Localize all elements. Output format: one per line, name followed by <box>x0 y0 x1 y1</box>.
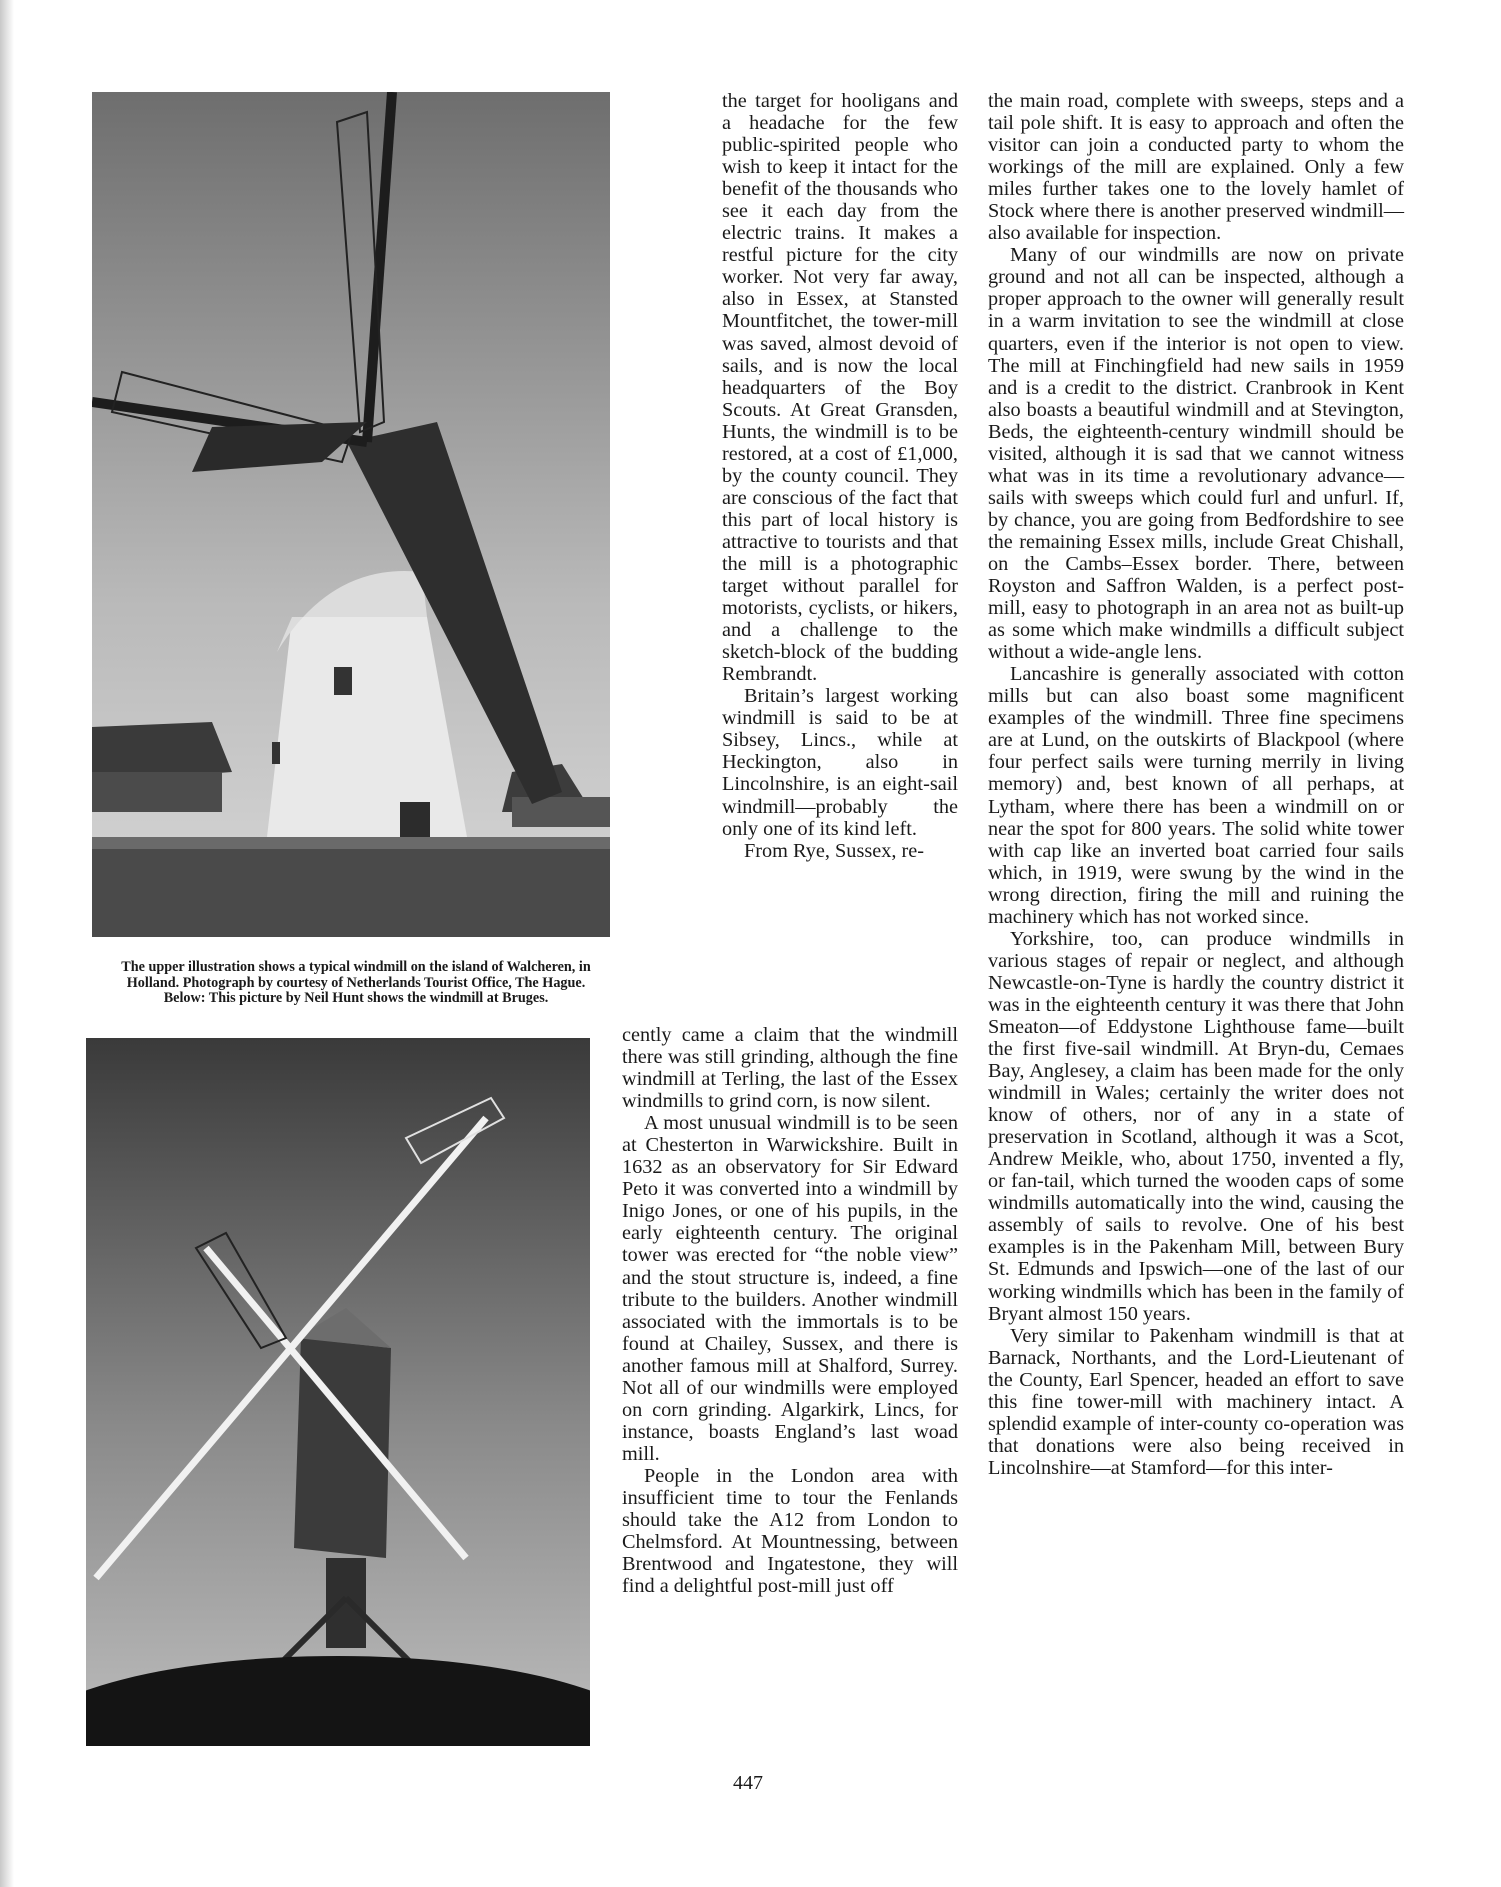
paragraph: People in the London area with insufficient time to tour the Fenlands should take the A12 from London to Chelmsford. At Mountnessing, between Brentwood and Ingatestone, they will find a delightful post-mill just off <box>622 1464 958 1598</box>
photo-caption <box>86 960 626 1007</box>
paragraph: the target for hooligans and a headache for the few public-spirited people who wish to keep it intact for the benefit of the thousands who see it each day from the electric trains. It makes a restful picture for the city worker. Not very far away, also in Essex, at Stansted Mountfitchet, the tower-mill was saved, almost devoid of sails, and is now the local headquarters of the Boy Scouts. At Great Gransden, Hunts, the windmill is to be restored, at a cost of £1,000, by the county council. They are conscious of the fact that this part of local history is attractive to tourists and that the mill is a photographic target without parallel for motorists, cyclists, or hikers, and a challenge to the sketch-block of the budding Rembrandt. <box>722 90 958 686</box>
paragraph: From Rye, Sussex, re- <box>744 839 925 862</box>
paragraph: Lancashire is generally associated with cotton mills but can also boast some magnificent examples of the windmill. Three fine specimens are at Lund, on the outskirts of Blackpool (where four perfect sails were turning merrily in living memory) and, best known of all perhaps, at Lytham, where there has been a windmill on or near the spot for 800 years. The solid white tower with cap like an inverted boat carried four sails which, in 1919, were swung by the wind in the wrong direction, firing the mill and ruining the machinery which has not worked since. <box>988 663 1404 928</box>
paragraph: cently came a claim that the windmill there was still grinding, although the fine windmill at Terling, the last of the Essex windmills to grind corn, is now silent. <box>622 1024 958 1113</box>
column-2-lower <box>622 1024 958 1597</box>
paragraph: the main road, complete with sweeps, steps and a tail pole shift. It is easy to approach and often the visitor can join a conducted party to whom the workings of the mill are explained. Only a few miles further takes one to the lovely hamlet of Stock where there is another preserved windmill—also available for inspection. <box>988 90 1404 245</box>
paragraph: Many of our windmills are now on private ground and not all can be inspected, although a proper approach to the owner will generally result in a warm invitation to see the windmill at close quarters, even if the interior is not open to view. The mill at Finchingfield had new sails in 1959 and is a credit to the district. Cranbrook in Kent also boasts a beautiful windmill and at Stevington, Beds, the eighteenth-century windmill should be visited, although it is sad that we cannot witness what was in its time a revolutionary advance—sails with sweeps which could furl and unfurl. If, by chance, you are going from Bedfordshire to see the remaining Essex mills, include Great Chishall, on the Cambs–Essex border. There, between Royston and Saffron Walden, is a perfect post-mill, easy to photograph in an area not as built-up as some which make windmills a difficult subject without a wide-angle lens. <box>988 244 1404 664</box>
paragraph: Britain’s largest working windmill is said to be at Sibsey, Lincs., while at Heckington, also in Lincolnshire, is an eight-sail windmill—probably the only one of its kind left. <box>722 685 958 840</box>
walcheren-windmill-photo <box>92 92 610 937</box>
caption-line-3: Below: This picture by Neil Hunt shows the windmill at Bruges. <box>163 990 549 1006</box>
paragraph: Very similar to Pakenham windmill is that at Barnack, Northants, and the Lord-Lieutenant of the County, Earl Spencer, headed an effort to save this fine tower-mill with machinery intact. A splendid example of inter-county co-operation was that donations were also being received in Lincolnshire—at Stamford—for this inter- <box>988 1324 1404 1479</box>
page-number: 447 <box>733 1772 763 1794</box>
page-edge-shadow <box>0 0 14 1887</box>
column-3 <box>988 90 1404 1479</box>
column-2-upper <box>722 90 958 862</box>
bruges-windmill-photo <box>86 1038 590 1746</box>
paragraph: Yorkshire, too, can produce windmills in various stages of repair or neglect, and although Newcastle-on-Tyne is hardly the country district it was in the eighteenth century it was there that John Smeaton—of Eddystone Lighthouse fame—built the first five-sail windmill. At Bryn-du, Cemaes Bay, Anglesey, a claim has been made for the only windmill in Wales; certainly the writer does not know of others, nor of any in a state of preservation in Scotland, although it was a Scot, Andrew Meikle, who, about 1750, invented a fly, or fan-tail, which turned the wooden caps of some windmills automatically into the wind, causing the assembly of sails to revolve. One of his best examples is in the Pakenham Mill, between Bury St. Edmunds and Ipswich—one of the last of our working windmills which has been in the family of Bryant almost 150 years. <box>988 927 1404 1325</box>
paragraph: A most unusual windmill is to be seen at Chesterton in Warwickshire. Built in 1632 as an observatory for Sir Edward Peto it was converted into a windmill by Inigo Jones, or one of his pupils, in the early eighteenth century. The original tower was erected for “the noble view” and the stout structure is, indeed, a fine tribute to the builders. Another windmill associated with the immortals is to be found at Chailey, Sussex, and there is another famous mill at Shalford, Surrey. Not all of our windmills were employed on corn grinding. Algarkirk, Lincs, for instance, boasts England’s last woad mill. <box>622 1112 958 1465</box>
caption-line-2: Holland. Photograph by courtesy of Netherlands Tourist Office, The Hague. <box>126 974 586 991</box>
caption-line-1: The upper illustration shows a typical windmill on the island of Walcheren, in <box>121 959 591 975</box>
